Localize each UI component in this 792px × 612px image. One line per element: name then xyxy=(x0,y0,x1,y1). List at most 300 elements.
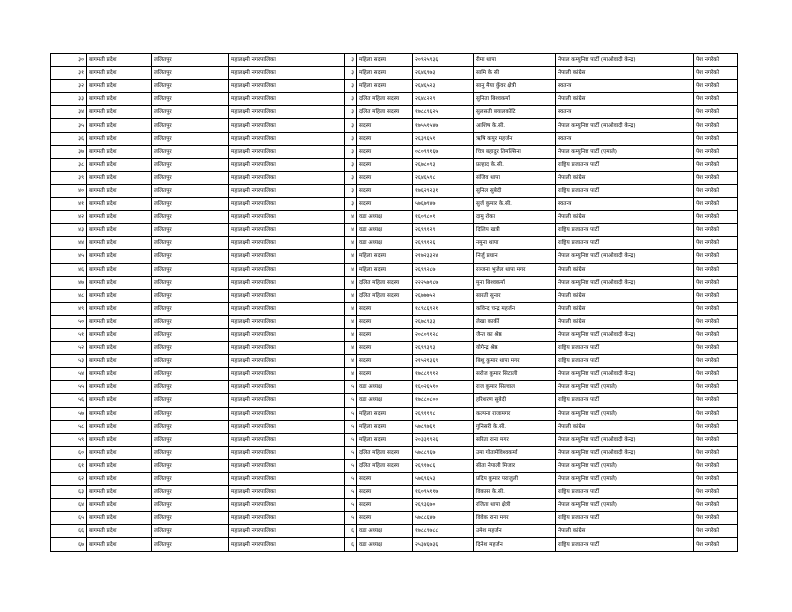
serial-cell: ५३ xyxy=(51,355,87,368)
serial-cell: ६४ xyxy=(51,499,87,512)
table-row xyxy=(51,106,738,119)
serial-cell: ४३ xyxy=(51,224,87,237)
ward-cell: ४ xyxy=(345,224,357,237)
serial-cell: ६३ xyxy=(51,486,87,499)
serial-cell: ३७ xyxy=(51,145,87,158)
table-row xyxy=(51,263,738,276)
serial-cell: ३३ xyxy=(51,93,87,106)
id-number-cell: ०८०९९१६७ xyxy=(413,145,474,158)
ward-cell: ४ xyxy=(345,342,357,355)
post-cell: वडा अध्यक्ष xyxy=(357,381,413,394)
id-number-cell: १७६२९२३१ xyxy=(413,184,474,197)
party-cell: स्वतन्त्र xyxy=(556,80,694,93)
ward-cell: ३ xyxy=(345,119,357,132)
post-cell: सदस्य xyxy=(357,132,413,145)
ward-cell: ५ xyxy=(345,433,357,446)
party-cell: राष्ट्रिय प्रजातन्त्र पार्टी xyxy=(556,538,694,551)
id-number-cell: २६४६५९८ xyxy=(413,171,474,184)
serial-cell: ६२ xyxy=(51,473,87,486)
status-cell: पेश नगरेको xyxy=(694,355,738,368)
province-cell: बागमती प्रदेश xyxy=(87,184,152,197)
party-cell: नेपाल कम्युनिष्ट पार्टी (माओवादी केन्द्र) xyxy=(556,250,694,263)
ward-cell: ३ xyxy=(345,158,357,171)
status-cell: पेश नगरेको xyxy=(694,499,738,512)
party-cell: नेपाल कम्युनिष्ट पार्टी (माओवादी केन्द्र) xyxy=(556,119,694,132)
candidate-name-cell: रजिता थापा क्षेत्री xyxy=(474,499,556,512)
status-cell: पेश नगरेको xyxy=(694,394,738,407)
candidate-name-cell: सरिता राना मगर xyxy=(474,433,556,446)
municipality-cell: महालक्ष्मी नगरपालिका xyxy=(229,237,345,250)
candidate-name-cell: प्रल्हाद के.सी. xyxy=(474,158,556,171)
municipality-cell: महालक्ष्मी नगरपालिका xyxy=(229,342,345,355)
candidate-name-cell: आशिष के.सी. xyxy=(474,119,556,132)
municipality-cell: महालक्ष्मी नगरपालिका xyxy=(229,106,345,119)
party-cell: नेपाली कांग्रेस xyxy=(556,289,694,302)
province-cell: बागमती प्रदेश xyxy=(87,486,152,499)
district-cell: ललितपुर xyxy=(152,394,229,407)
candidate-name-cell: विवेक राना मगर xyxy=(474,512,556,525)
id-number-cell: १७५५१५४७ xyxy=(413,119,474,132)
table-row xyxy=(51,473,738,486)
table-row xyxy=(51,93,738,106)
ward-cell: ५ xyxy=(345,459,357,472)
ward-cell: ३ xyxy=(345,106,357,119)
province-cell: बागमती प्रदेश xyxy=(87,263,152,276)
id-number-cell: २६९३६७० xyxy=(413,499,474,512)
district-cell: ललितपुर xyxy=(152,512,229,525)
status-cell: पेश नगरेको xyxy=(694,158,738,171)
party-cell: नेपाल कम्युनिष्ट पार्टी (माओवादी केन्द्र) xyxy=(556,54,694,67)
table-row xyxy=(51,198,738,211)
status-cell: पेश नगरेको xyxy=(694,80,738,93)
status-cell: पेश नगरेको xyxy=(694,250,738,263)
province-cell: बागमती प्रदेश xyxy=(87,302,152,315)
party-cell: नेपाल कम्युनिष्ट पार्टी (एमाले) xyxy=(556,381,694,394)
party-cell: नेपाल कम्युनिष्ट पार्टी (एमाले) xyxy=(556,499,694,512)
status-cell: पेश नगरेको xyxy=(694,276,738,289)
municipality-cell: महालक्ष्मी नगरपालिका xyxy=(229,276,345,289)
table-row xyxy=(51,420,738,433)
ward-cell: ४ xyxy=(345,328,357,341)
municipality-cell: महालक्ष्मी नगरपालिका xyxy=(229,250,345,263)
party-cell: नेपाल कम्युनिष्ट पार्टी (एमाले) xyxy=(556,407,694,420)
municipality-cell: महालक्ष्मी नगरपालिका xyxy=(229,525,345,538)
id-number-cell: १६०९८०१ xyxy=(413,211,474,224)
province-cell: बागमती प्रदेश xyxy=(87,80,152,93)
table-row xyxy=(51,224,738,237)
id-number-cell: २०९२५९३६ xyxy=(413,54,474,67)
serial-cell: ३४ xyxy=(51,106,87,119)
post-cell: सदस्य xyxy=(357,198,413,211)
province-cell: बागमती प्रदेश xyxy=(87,433,152,446)
party-cell: नेपाली कांग्रेस xyxy=(556,525,694,538)
ward-cell: ४ xyxy=(345,368,357,381)
status-cell: पेश नगरेको xyxy=(694,381,738,394)
municipality-cell: महालक्ष्मी नगरपालिका xyxy=(229,263,345,276)
municipality-cell: महालक्ष्मी नगरपालिका xyxy=(229,54,345,67)
province-cell: बागमती प्रदेश xyxy=(87,106,152,119)
party-cell: राष्ट्रिय प्रजातन्त्र पार्टी xyxy=(556,355,694,368)
id-number-cell: १६०९५११७ xyxy=(413,486,474,499)
candidate-name-cell: सानु मैया कुँवर क्षेत्री xyxy=(474,80,556,93)
post-cell: सदस्य xyxy=(357,119,413,132)
candidate-name-cell: मुना बिश्वकर्मा xyxy=(474,276,556,289)
candidate-name-cell: निर्जु प्रधान xyxy=(474,250,556,263)
serial-cell: ४८ xyxy=(51,289,87,302)
candidate-name-cell: दिलिप खत्री xyxy=(474,224,556,237)
candidate-name-cell: सारती सुनार xyxy=(474,289,556,302)
id-number-cell: २६४६९७३ xyxy=(413,67,474,80)
status-cell: पेश नगरेको xyxy=(694,459,738,472)
district-cell: ललितपुर xyxy=(152,381,229,394)
status-cell: पेश नगरेको xyxy=(694,145,738,158)
candidate-name-cell: सुनिता बिश्वकर्मा xyxy=(474,93,556,106)
table-row xyxy=(51,158,738,171)
id-number-cell: २१७२३३२४ xyxy=(413,250,474,263)
district-cell: ललितपुर xyxy=(152,106,229,119)
party-cell: नेपाल कम्युनिष्ट पार्टी (एमाले) xyxy=(556,459,694,472)
post-cell: वडा अध्यक्ष xyxy=(357,538,413,551)
candidate-name-cell: हरिशरण सुबेदी xyxy=(474,394,556,407)
id-number-cell: २६९९१२६ xyxy=(413,237,474,250)
candidate-name-cell: दामु रोका xyxy=(474,211,556,224)
table-row xyxy=(51,184,738,197)
district-cell: ललितपुर xyxy=(152,538,229,551)
municipality-cell: महालक्ष्मी नगरपालिका xyxy=(229,315,345,328)
serial-cell: ६७ xyxy=(51,538,87,551)
serial-cell: ४० xyxy=(51,184,87,197)
party-cell: नेपाली कांग्रेस xyxy=(556,420,694,433)
district-cell: ललितपुर xyxy=(152,355,229,368)
post-cell: सदस्य xyxy=(357,512,413,525)
district-cell: ललितपुर xyxy=(152,93,229,106)
municipality-cell: महालक्ष्मी नगरपालिका xyxy=(229,512,345,525)
id-number-cell: १६०२६५१० xyxy=(413,381,474,394)
party-cell: राष्ट्रिय प्रजातन्त्र पार्टी xyxy=(556,394,694,407)
ward-cell: ३ xyxy=(345,171,357,184)
table-row xyxy=(51,381,738,394)
district-cell: ललितपुर xyxy=(152,198,229,211)
candidate-name-cell: योगेन्द्र श्रेष्ठ xyxy=(474,342,556,355)
municipality-cell: महालक्ष्मी नगरपालिका xyxy=(229,145,345,158)
candidate-table xyxy=(50,53,738,552)
party-cell: स्वतन्त्र xyxy=(556,198,694,211)
municipality-cell: महालक्ष्मी नगरपालिका xyxy=(229,93,345,106)
table-row xyxy=(51,289,738,302)
id-number-cell: २०३३१९२६ xyxy=(413,433,474,446)
serial-cell: ३२ xyxy=(51,80,87,93)
table-row xyxy=(51,407,738,420)
ward-cell: ६ xyxy=(345,525,357,538)
table-row xyxy=(51,394,738,407)
serial-cell: ६१ xyxy=(51,459,87,472)
ward-cell: ५ xyxy=(345,446,357,459)
municipality-cell: महालक्ष्मी नगरपालिका xyxy=(229,459,345,472)
post-cell: दलित महिला सदस्य xyxy=(357,276,413,289)
party-cell: राष्ट्रिय प्रजातन्त्र पार्टी xyxy=(556,486,694,499)
serial-cell: ५० xyxy=(51,315,87,328)
status-cell: पेश नगरेको xyxy=(694,119,738,132)
serial-cell: ३८ xyxy=(51,158,87,171)
status-cell: पेश नगरेको xyxy=(694,93,738,106)
id-number-cell: ५७८९७६१ xyxy=(413,420,474,433)
party-cell: स्वतन्त्र xyxy=(556,106,694,119)
id-number-cell: १७८८९६२५ xyxy=(413,106,474,119)
district-cell: ललितपुर xyxy=(152,80,229,93)
table-row xyxy=(51,446,738,459)
ward-cell: ४ xyxy=(345,276,357,289)
candidate-name-cell: गुनिसरी के.सी. xyxy=(474,420,556,433)
serial-cell: ५४ xyxy=(51,368,87,381)
party-cell: नेपाल कम्युनिष्ट पार्टी (माओवादी केन्द्र) xyxy=(556,446,694,459)
status-cell: पेश नगरेको xyxy=(694,538,738,551)
district-cell: ललितपुर xyxy=(152,328,229,341)
id-number-cell: २६४८२२९ xyxy=(413,93,474,106)
municipality-cell: महालक्ष्मी नगरपालिका xyxy=(229,132,345,145)
province-cell: बागमती प्रदेश xyxy=(87,499,152,512)
status-cell: पेश नगरेको xyxy=(694,106,738,119)
party-cell: राष्ट्रिय प्रजातन्त्र पार्टी xyxy=(556,342,694,355)
district-cell: ललितपुर xyxy=(152,67,229,80)
table-row xyxy=(51,171,738,184)
party-cell: नेपाल कम्युनिष्ट पार्टी (माओवादी केन्द्र) xyxy=(556,368,694,381)
post-cell: सदस्य xyxy=(357,184,413,197)
status-cell: पेश नगरेको xyxy=(694,263,738,276)
candidate-name-cell: उमा गोतामेविश्वकर्मा xyxy=(474,446,556,459)
serial-cell: ५५ xyxy=(51,381,87,394)
district-cell: ललितपुर xyxy=(152,237,229,250)
province-cell: बागमती प्रदेश xyxy=(87,145,152,158)
municipality-cell: महालक्ष्मी नगरपालिका xyxy=(229,289,345,302)
district-cell: ललितपुर xyxy=(152,224,229,237)
district-cell: ललितपुर xyxy=(152,499,229,512)
post-cell: दलित महिला सदस्य xyxy=(357,459,413,472)
table-row xyxy=(51,342,738,355)
table-row xyxy=(51,54,738,67)
id-number-cell: ५७६७९४७ xyxy=(413,198,474,211)
candidate-name-cell: प्रदिप कुमार पराजुली xyxy=(474,473,556,486)
province-cell: बागमती प्रदेश xyxy=(87,158,152,171)
status-cell: पेश नगरेको xyxy=(694,512,738,525)
post-cell: दलित महिला सदस्य xyxy=(357,446,413,459)
province-cell: बागमती प्रदेश xyxy=(87,315,152,328)
post-cell: महिला सदस्य xyxy=(357,407,413,420)
candidate-name-cell: जैन्त का श्रेष्ठ xyxy=(474,328,556,341)
municipality-cell: महालक्ष्मी नगरपालिका xyxy=(229,394,345,407)
serial-cell: ३० xyxy=(51,54,87,67)
ward-cell: ४ xyxy=(345,237,357,250)
candidate-name-cell: सुलसती बयालकोटि xyxy=(474,106,556,119)
post-cell: महिला सदस्य xyxy=(357,54,413,67)
post-cell: सदस्य xyxy=(357,355,413,368)
candidate-name-cell: संजिव थापा xyxy=(474,171,556,184)
status-cell: पेश नगरेको xyxy=(694,407,738,420)
post-cell: दलित महिला सदस्य xyxy=(357,289,413,302)
ward-cell: ४ xyxy=(345,289,357,302)
serial-cell: ५८ xyxy=(51,420,87,433)
district-cell: ललितपुर xyxy=(152,132,229,145)
ward-cell: ३ xyxy=(345,67,357,80)
municipality-cell: महालक्ष्मी नगरपालिका xyxy=(229,538,345,551)
party-cell: स्वतन्त्र xyxy=(556,132,694,145)
ward-cell: ५ xyxy=(345,486,357,499)
serial-cell: ४९ xyxy=(51,302,87,315)
candidate-name-cell: लेखा कार्की xyxy=(474,315,556,328)
serial-cell: ३६ xyxy=(51,132,87,145)
party-cell: नेपाल कम्युनिष्ट पार्टी (माओवादी केन्द्र) xyxy=(556,433,694,446)
id-number-cell: २६७७७५२ xyxy=(413,289,474,302)
post-cell: सदस्य xyxy=(357,486,413,499)
municipality-cell: महालक्ष्मी नगरपालिका xyxy=(229,486,345,499)
candidate-name-cell: नमुना थापा xyxy=(474,237,556,250)
table-row xyxy=(51,80,738,93)
district-cell: ललितपुर xyxy=(152,211,229,224)
ward-cell: ३ xyxy=(345,54,357,67)
municipality-cell: महालक्ष्मी नगरपालिका xyxy=(229,198,345,211)
status-cell: पेश नगरेको xyxy=(694,420,738,433)
id-number-cell: २६७८०९३ xyxy=(413,158,474,171)
post-cell: महिला सदस्य xyxy=(357,250,413,263)
post-cell: दलित महिला सदस्य xyxy=(357,93,413,106)
municipality-cell: महालक्ष्मी नगरपालिका xyxy=(229,184,345,197)
party-cell: नेपाली कांग्रेस xyxy=(556,171,694,184)
district-cell: ललितपुर xyxy=(152,250,229,263)
province-cell: बागमती प्रदेश xyxy=(87,394,152,407)
table-row xyxy=(51,459,738,472)
municipality-cell: महालक्ष्मी नगरपालिका xyxy=(229,171,345,184)
serial-cell: ६६ xyxy=(51,525,87,538)
party-cell: नेपाली कांग्रेस xyxy=(556,302,694,315)
municipality-cell: महालक्ष्मी नगरपालिका xyxy=(229,67,345,80)
district-cell: ललितपुर xyxy=(152,171,229,184)
serial-cell: ४५ xyxy=(51,250,87,263)
province-cell: बागमती प्रदेश xyxy=(87,276,152,289)
ward-cell: ५ xyxy=(345,407,357,420)
id-number-cell: २६३९६५१ xyxy=(413,132,474,145)
district-cell: ललितपुर xyxy=(152,446,229,459)
post-cell: वडा अध्यक्ष xyxy=(357,237,413,250)
id-number-cell: २६९१७८६ xyxy=(413,459,474,472)
ward-cell: ३ xyxy=(345,198,357,211)
province-cell: बागमती प्रदेश xyxy=(87,67,152,80)
province-cell: बागमती प्रदेश xyxy=(87,381,152,394)
district-cell: ललितपुर xyxy=(152,263,229,276)
municipality-cell: महालक्ष्मी नगरपालिका xyxy=(229,80,345,93)
municipality-cell: महालक्ष्मी नगरपालिका xyxy=(229,355,345,368)
id-number-cell: २६९९३९३ xyxy=(413,342,474,355)
party-cell: राष्ट्रिय प्रजातन्त्र पार्टी xyxy=(556,158,694,171)
post-cell: सदस्य xyxy=(357,499,413,512)
serial-cell: ५१ xyxy=(51,328,87,341)
municipality-cell: महालक्ष्मी नगरपालिका xyxy=(229,381,345,394)
district-cell: ललितपुर xyxy=(152,420,229,433)
municipality-cell: महालक्ष्मी नगरपालिका xyxy=(229,211,345,224)
province-cell: बागमती प्रदेश xyxy=(87,132,152,145)
province-cell: बागमती प्रदेश xyxy=(87,289,152,302)
district-cell: ललितपुर xyxy=(152,342,229,355)
party-cell: राष्ट्रिय प्रजातन्त्र पार्टी xyxy=(556,237,694,250)
province-cell: बागमती प्रदेश xyxy=(87,459,152,472)
serial-cell: ५७ xyxy=(51,407,87,420)
ward-cell: ६ xyxy=(345,538,357,551)
province-cell: बागमती प्रदेश xyxy=(87,512,152,525)
post-cell: सदस्य xyxy=(357,328,413,341)
municipality-cell: महालक्ष्मी नगरपालिका xyxy=(229,420,345,433)
post-cell: महिला सदस्य xyxy=(357,433,413,446)
id-number-cell: ५७८८९६७ xyxy=(413,446,474,459)
status-cell: पेश नगरेको xyxy=(694,237,738,250)
table-body xyxy=(51,54,738,552)
district-cell: ललितपुर xyxy=(152,302,229,315)
ward-cell: ४ xyxy=(345,250,357,263)
ward-cell: ५ xyxy=(345,473,357,486)
table-row xyxy=(51,538,738,551)
province-cell: बागमती प्रदेश xyxy=(87,355,152,368)
party-cell: राष्ट्रिय प्रजातन्त्र पार्टी xyxy=(556,224,694,237)
status-cell: पेश नगरेको xyxy=(694,525,738,538)
ward-cell: ३ xyxy=(345,93,357,106)
district-cell: ललितपुर xyxy=(152,315,229,328)
table-row xyxy=(51,132,738,145)
candidate-name-cell: सुनिल सुबेदी xyxy=(474,184,556,197)
municipality-cell: महालक्ष्मी नगरपालिका xyxy=(229,368,345,381)
party-cell: राष्ट्रिय प्रजातन्त्र पार्टी xyxy=(556,512,694,525)
province-cell: बागमती प्रदेश xyxy=(87,420,152,433)
province-cell: बागमती प्रदेश xyxy=(87,538,152,551)
ward-cell: ५ xyxy=(345,512,357,525)
ward-cell: ४ xyxy=(345,315,357,328)
party-cell: नेपाली कांग्रेस xyxy=(556,67,694,80)
post-cell: महिला सदस्य xyxy=(357,420,413,433)
table-row xyxy=(51,525,738,538)
serial-cell: ४४ xyxy=(51,237,87,250)
party-cell: नेपाली कांग्रेस xyxy=(556,315,694,328)
post-cell: सदस्य xyxy=(357,342,413,355)
post-cell: सदस्य xyxy=(357,368,413,381)
id-number-cell: १७८८१९१२ xyxy=(413,368,474,381)
table-row xyxy=(51,250,738,263)
post-cell: महिला सदस्य xyxy=(357,80,413,93)
candidate-name-cell: उमेश महर्जन xyxy=(474,525,556,538)
party-cell: नेपाली कांग्रेस xyxy=(556,211,694,224)
table-row xyxy=(51,433,738,446)
table-row xyxy=(51,237,738,250)
serial-cell: ४१ xyxy=(51,198,87,211)
id-number-cell: १८९८६९२१ xyxy=(413,302,474,315)
table-row xyxy=(51,328,738,341)
status-cell: पेश नगरेको xyxy=(694,302,738,315)
table-row xyxy=(51,499,738,512)
district-cell: ललितपुर xyxy=(152,289,229,302)
id-number-cell: २५३४६७३६ xyxy=(413,538,474,551)
ward-cell: ३ xyxy=(345,132,357,145)
id-number-cell: २१५२१३६९ xyxy=(413,355,474,368)
district-cell: ललितपुर xyxy=(152,433,229,446)
status-cell: पेश नगरेको xyxy=(694,433,738,446)
province-cell: बागमती प्रदेश xyxy=(87,237,152,250)
status-cell: पेश नगरेको xyxy=(694,224,738,237)
candidate-name-cell: ऋषि कपुर महर्जन xyxy=(474,132,556,145)
party-cell: राष्ट्रिय प्रजातन्त्र पार्टी xyxy=(556,184,694,197)
municipality-cell: महालक्ष्मी नगरपालिका xyxy=(229,446,345,459)
ward-cell: ५ xyxy=(345,394,357,407)
province-cell: बागमती प्रदेश xyxy=(87,54,152,67)
province-cell: बागमती प्रदेश xyxy=(87,250,152,263)
post-cell: सदस्य xyxy=(357,145,413,158)
id-number-cell: २६९९१२९ xyxy=(413,224,474,237)
ward-cell: ५ xyxy=(345,420,357,433)
table-row xyxy=(51,211,738,224)
